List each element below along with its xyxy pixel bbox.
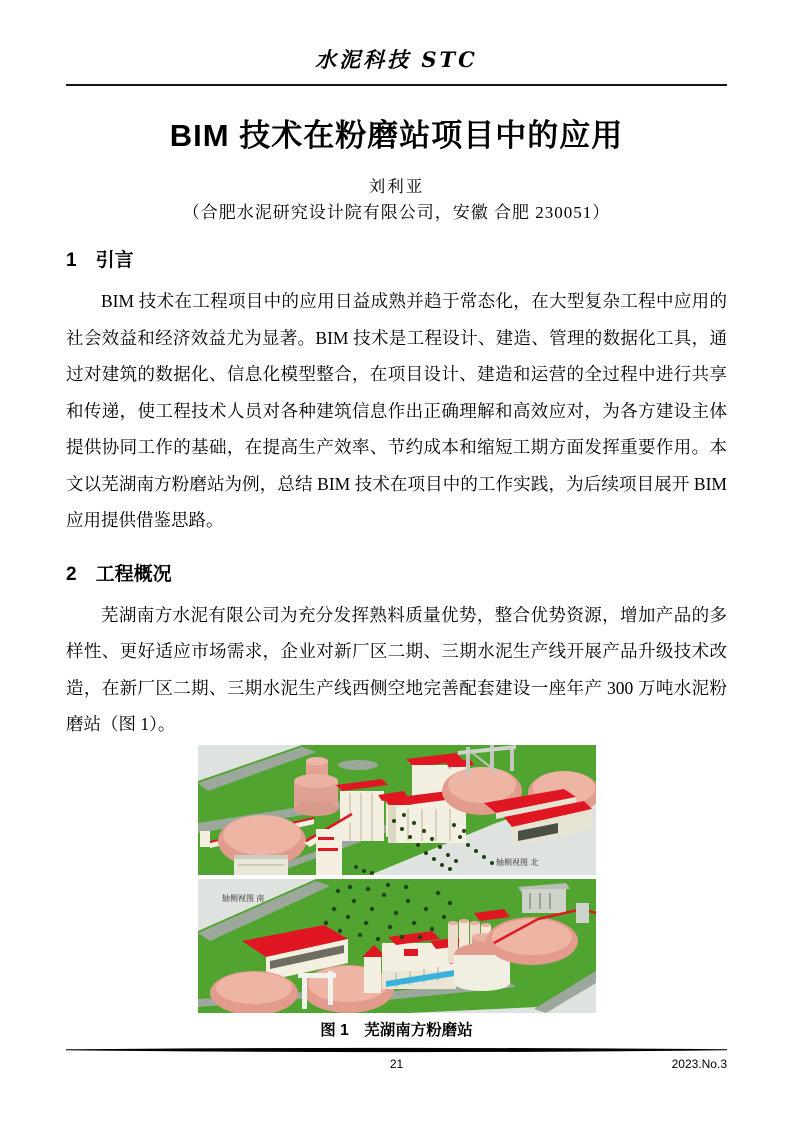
paragraph-introduction: BIM 技术在工程项目中的应用日益成熟并趋于常态化，在大型复杂工程中应用的社会效益和经济效益尤为显著。BIM 技术是工程设计、建造、管理的数据化工具，通过对建筑的数据化、信息化模型整合，在项目设计、建造和运营的全过程中进行共享和传递，使工程技术人员对各种建筑信息作出正确理解和高效应对，为各方建设主体提供协同工作的基础，在提高生产效率、节约成本和缩短工期方面发挥重要作用。本文以芜湖南方粉磨站为例，总结 BIM 技术在项目中的工作实践，为后续项目展开 BIM 应用提供借鉴思路。 (66, 291, 727, 530)
author-affiliation: （合肥水泥研究设计院有限公司，安徽 合肥 230051） (182, 203, 611, 222)
section-heading-overview: 2 工程概况 (66, 563, 172, 585)
figure-caption: 图 1 芜湖南方粉磨站 (320, 1021, 473, 1039)
page-number: 21 (389, 1057, 404, 1071)
figure-panel-south (198, 879, 596, 1013)
figure-1 (198, 745, 596, 1042)
page-footer (66, 1047, 727, 1072)
paragraph-overview: 芜湖南方水泥有限公司为充分发挥熟料质量优势，整合优势资源，增加产品的多样性、更好适应市场需求，企业对新厂区二期、三期水泥生产线开展产品升级技术改造，在新厂区二期、三期水泥生产线西侧空地完善配套建设一座年产 300 万吨水泥粉磨站（图 1）。 (66, 604, 727, 734)
journal-header: 水泥科技 STC (315, 47, 478, 72)
section-heading-introduction: 1 引言 (66, 250, 134, 271)
figure-panel-north (198, 745, 596, 875)
view-label-north: 轴侧视图 北 (495, 857, 538, 867)
issue-number: 2023.No.3 (671, 1057, 727, 1071)
article-title: BIM 技术在粉磨站项目中的应用 (169, 118, 624, 153)
view-label-south: 轴侧视图 南 (221, 893, 264, 903)
grinding-station-render (198, 745, 596, 1013)
footer-rule (66, 1047, 727, 1055)
author-name: 刘利亚 (368, 177, 425, 196)
header-rule (66, 84, 727, 86)
